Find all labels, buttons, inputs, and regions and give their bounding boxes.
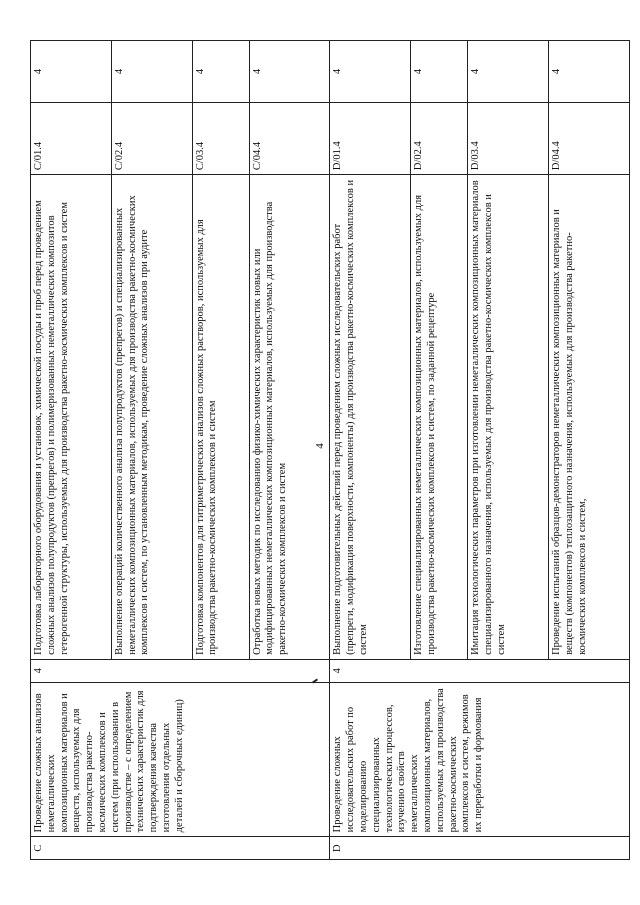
function-level: 4 xyxy=(468,41,549,103)
function-name: Изготовление специализированных неметаллических композиционных материалов, используемых для производства ракетно-космических комплексов и систем, по заданной рецептуре xyxy=(411,175,468,660)
function-level: 4 xyxy=(192,41,249,103)
group-code: D xyxy=(330,837,630,860)
function-level: 4 xyxy=(411,41,468,103)
group-name: Проведение сложных исследовательских работ по моделированию специализированных технологических процессов, изучению свойств неметаллических композиционных материалов, используемых для производства ракетно-космических комплексов и систем, режимов их переработки и формования xyxy=(330,682,630,837)
function-level: 4 xyxy=(549,41,630,103)
group-name: Проведение сложных анализов неметаллических композиционных материалов и веществ, используемых для производства ракетно-космических комплексов и систем (при использовании в производстве – с определением технических характеристик для подтверждения качества изготовления отдельных деталей и сборочных единиц) xyxy=(31,682,330,837)
function-name: Подготовка компонентов для титриметрических анализов сложных растворов, используемых для производства ракетно-космических комплексов и систем xyxy=(192,175,249,660)
function-code: C/02.4 xyxy=(111,102,192,174)
group-level: 4 xyxy=(31,659,330,682)
function-name: Проведение испытаний образцов-демонстраторов неметаллических композиционных материалов и веществ (компонентов) теплозащитного назначения, используемых для производства ракетно-космических комплексов и систем, xyxy=(549,175,630,660)
table-frame xyxy=(30,40,630,860)
page-number: 4 xyxy=(314,443,326,449)
table-row xyxy=(31,41,112,860)
group-level: 4 xyxy=(330,659,630,682)
function-name: Выполнение операций количественного анализа полупродуктов (препрегов) и специализированных неметаллических композиционных материалов, используемых для производства ракетно-космических комплексов и систем, по установленным методикам, проведение сложных анализов при аудите xyxy=(111,175,192,660)
function-code: D/03.4 xyxy=(468,102,549,174)
function-name: Подготовка лабораторного оборудования и установок, химической посуды и проб перед проведением сложных анализов полупродуктов (препрегов) и полимеризованных неметаллических композитов гетерогенной структуры, используемых для производства ракетно-космических комплексов и систем xyxy=(31,175,112,660)
function-level: 4 xyxy=(111,41,192,103)
function-code: C/03.4 xyxy=(192,102,249,174)
rotated-table-container xyxy=(30,40,630,860)
function-code: D/01.4 xyxy=(330,102,411,174)
function-code: C/01.4 xyxy=(31,102,112,174)
function-code: D/02.4 xyxy=(411,102,468,174)
functions-table xyxy=(30,40,630,860)
function-code: C/04.4 xyxy=(249,102,330,174)
function-code: D/04.4 xyxy=(549,102,630,174)
table-row xyxy=(330,41,411,860)
function-level: 4 xyxy=(249,41,330,103)
group-code: C xyxy=(31,837,330,860)
function-name: Выполнение подготовительных действий перед проведением сложных исследовательских работ (препреги, модификация поверхности, компоненты) для производства ракетно-космических комплексов и систем xyxy=(330,175,411,660)
function-name: Отработка новых методик по исследованию физико-химических характеристик новых или модифицированных неметаллических композиционных материалов, используемых для производства ракетно-космических комплексов и систем xyxy=(249,175,330,660)
function-name: Имитация технологических параметров при изготовлении неметаллических композиционных материалов специализированного назначения, используемых для производства ракетно-космических комплексов и систем xyxy=(468,175,549,660)
function-level: 4 xyxy=(330,41,411,103)
function-level: 4 xyxy=(31,41,112,103)
